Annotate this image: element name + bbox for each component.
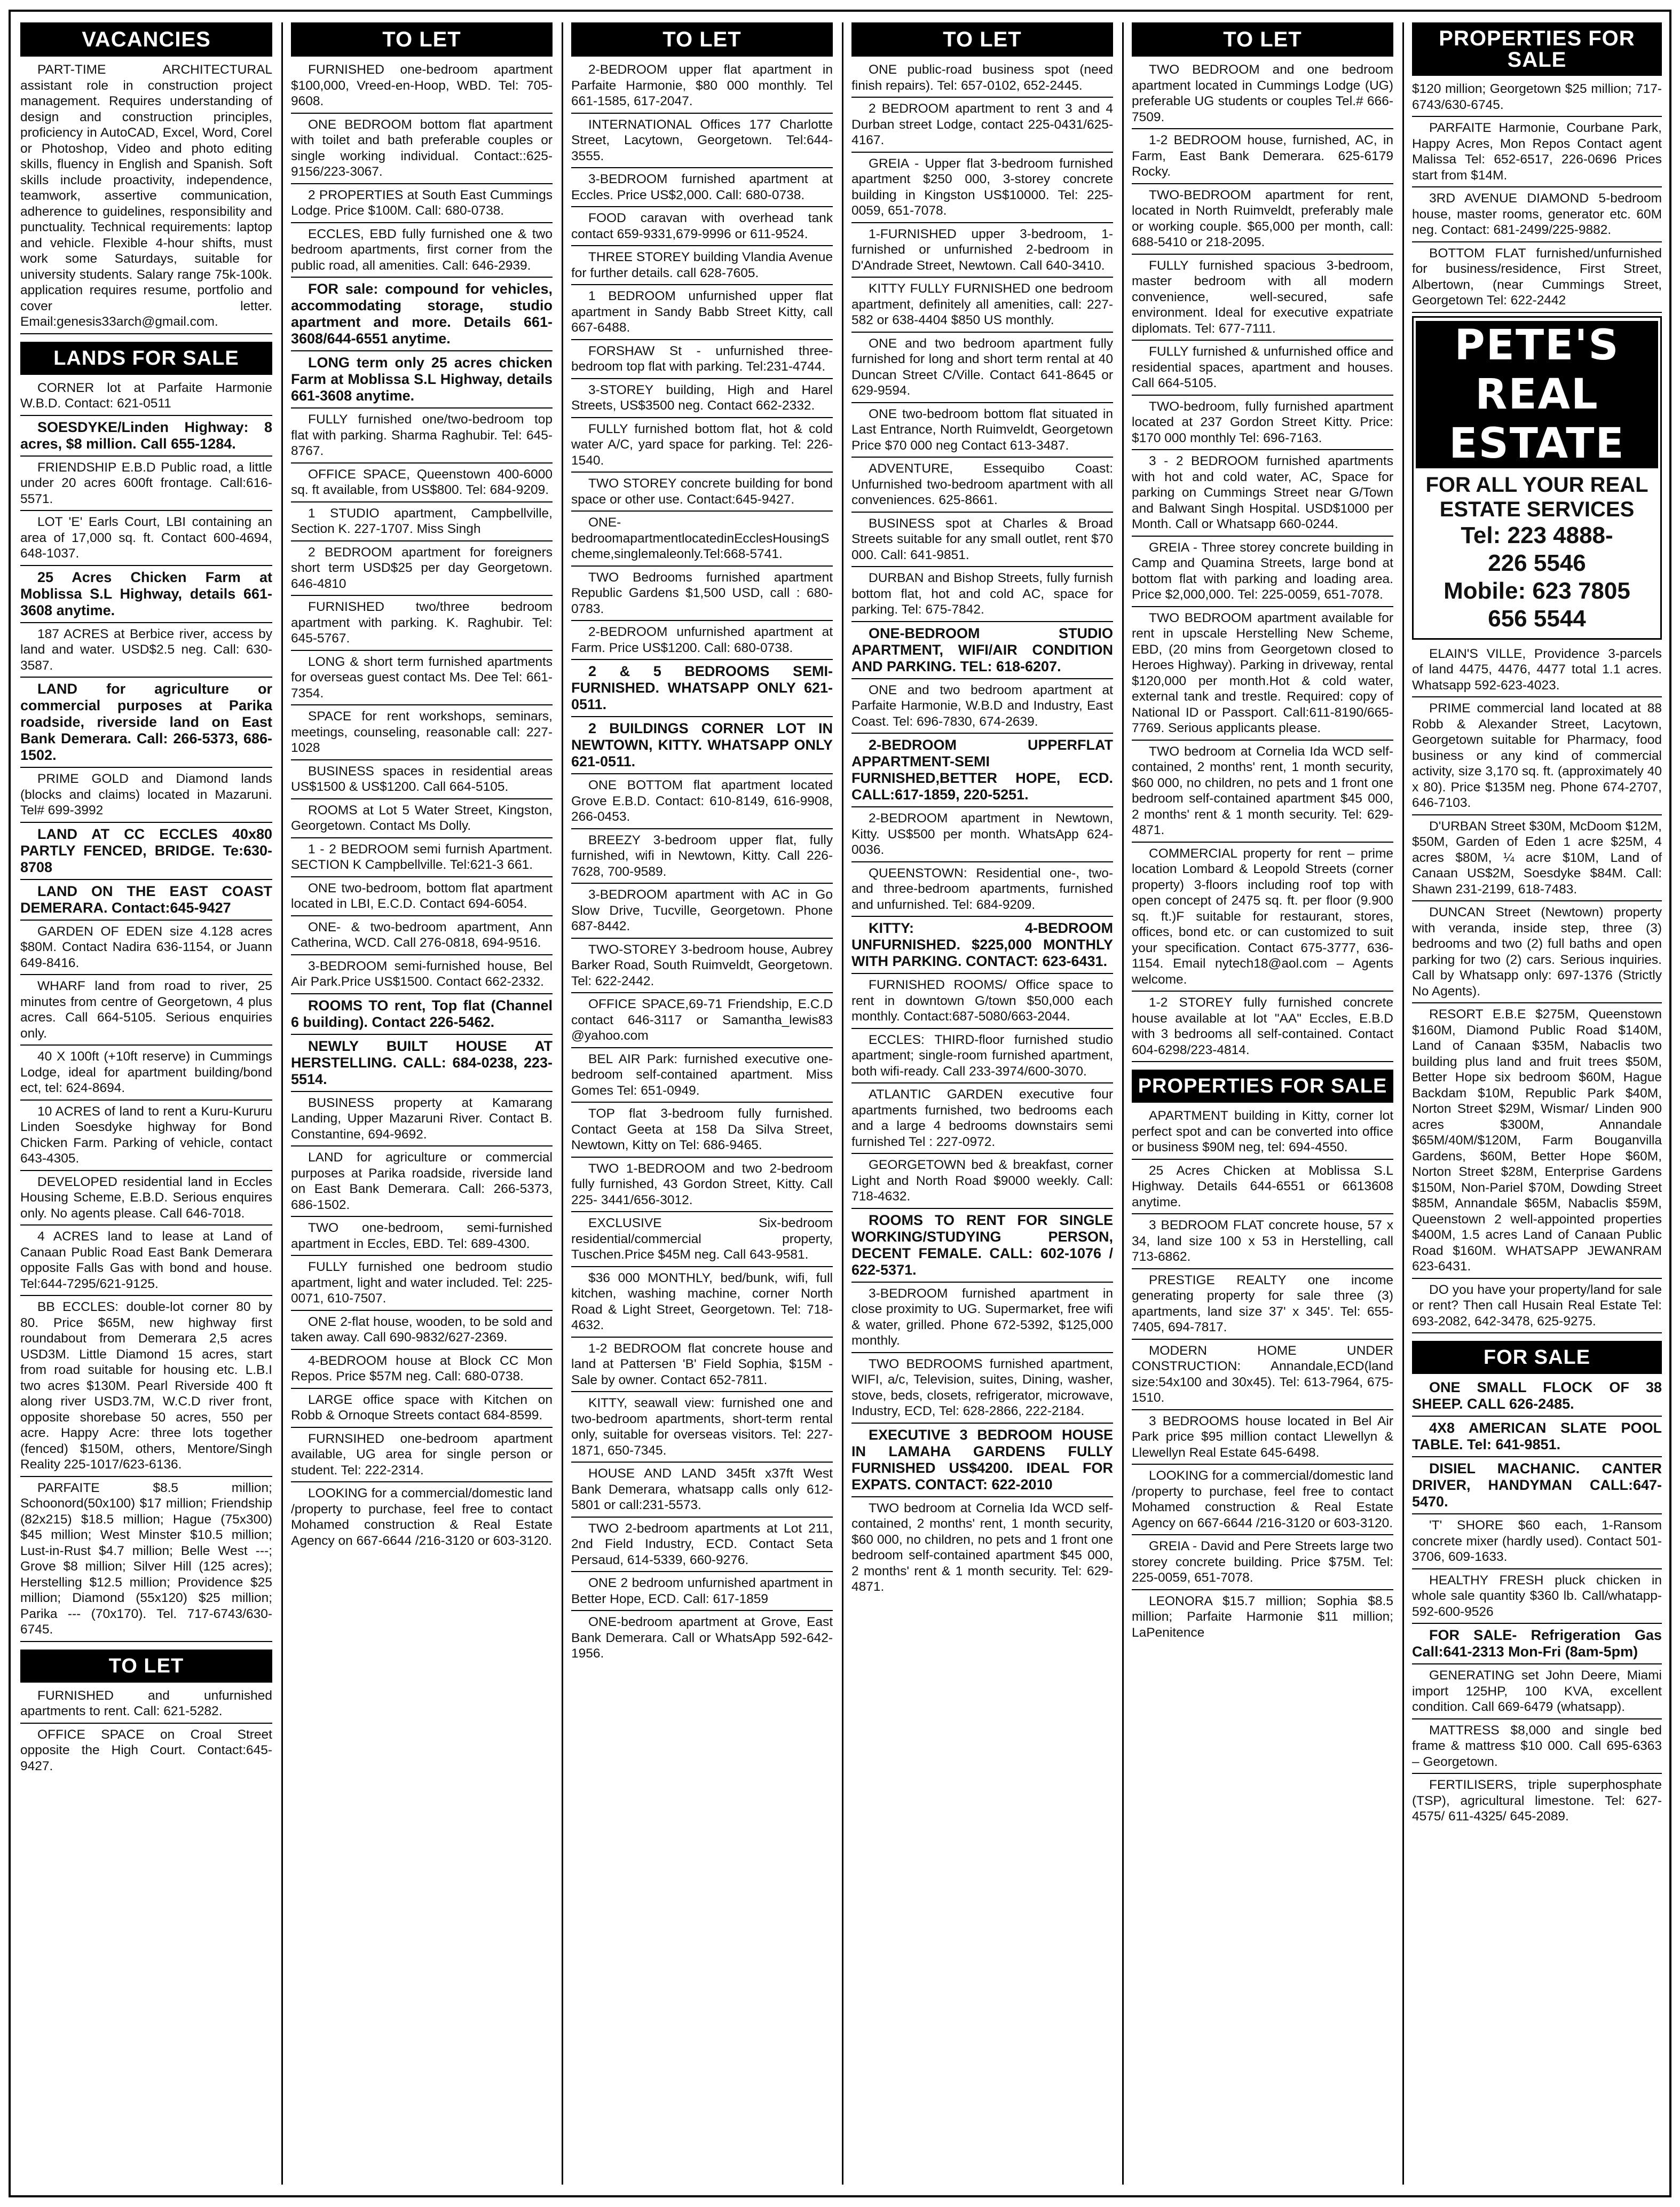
classified-ad: $36 000 MONTHLY, bed/bunk, wifi, full kitchen, washing machine, corner North Road & Light Street, Georgetown. Tel: 718-4632.	[571, 1269, 833, 1338]
logo-mobile: Mobile: 623 7805	[1444, 577, 1630, 604]
classified-ad: PRIME GOLD and Diamond lands (blocks and claims) located in Mazaruni. Tel# 699-3992	[20, 770, 272, 823]
classified-ad: BB ECCLES: double-lot corner 80 by 80. Price $65M, new highway first roundabout from Demerara 2,5 acres USD3M. Little Diamond 15 acres, start from road suitable for housing etc. L.B.I two acres $130M. Pearl Riverside 400 ft along river USD3.7M, W.C.D river front, opposite shorebase 50 acres, 550 per acre. Happy Acre: three lots together (fenced) $150M, others, Mentore/Singh Reality 225-1017/623-6136.	[20, 1298, 272, 1477]
column-2	[291, 22, 553, 2185]
classified-ad: SPACE for rent workshops, seminars, meetings, counseling, reasonable call: 227-1028	[291, 708, 553, 760]
classified-ad: TWO 2-bedroom apartments at Lot 211, 2nd Field Industry, ECD. Contact Seta Persaud, 614-5339, 660-9276.	[571, 1520, 833, 1573]
section	[20, 22, 272, 334]
classified-ad: 3 BEDROOMS house located in Bel Air Park price $95 million contact Llewellyn & Llewellyn Real Estate 645-6498.	[1132, 1412, 1393, 1465]
classified-ad: 3 - 2 BEDROOM furnished apartments with hot and cold water, AC, Space for parking on Cummings Street near G/Town and Balwant Singh Hospital. USD$1000 per Month. Call or Whatsapp 660-0244.	[1132, 452, 1393, 537]
classified-ad: BUSINESS property at Kamarang Landing, Upper Mazaruni River. Contact B. Constantine, 694-9692.	[291, 1094, 553, 1147]
section	[1412, 22, 1662, 313]
classified-ad: ECCLES, EBD fully furnished one & two bedroom apartments, first corner from the public road, all amenities. Call: 646-2939.	[291, 225, 553, 278]
column-rule	[842, 22, 843, 2185]
classified-ad: 1-2 BEDROOM house, furnished, AC, in Farm, East Bank Demerara. 625-6179 Rocky.	[1132, 131, 1393, 184]
classified-ad: TWO STOREY concrete building for bond space or other use. Contact:645-9427.	[571, 475, 833, 512]
classified-ad: COMMERCIAL property for rent – prime location Lombard & Leopold Streets (corner property) 3-floors including roof top with open concept of 2475 sq. ft. per floor (9.900 sq. ft.)F suitable for restaurant, stores, offices, bond etc. or can customized to suit your specification. Contact 675-3777, 636-1154. Email nytech18@aol.com – Agents welcome.	[1132, 845, 1393, 992]
classified-ad: KITTY FULLY FURNISHED one bedroom apartment, definitely all amenities, call: 227-582 or 638-4404 $850 US monthly.	[851, 280, 1113, 333]
classified-ad: 10 ACRES of land to rent a Kuru-Kururu Linden Soesdyke highway for Bond Chicken Farm. Parking of vehicle, contact 643-4305.	[20, 1103, 272, 1171]
classified-ad: ONE-bedroomapartmentlocatedinEcclesHousingScheme,singlemaleonly.Tel:668-5741.	[571, 514, 833, 567]
classified-ad: 3-BEDROOM apartment with AC in Go Slow Drive, Tucville, Georgetown. Phone 687-8442.	[571, 886, 833, 939]
classified-ad: 1-2 BEDROOM flat concrete house and land at Pattersen 'B' Field Sophia, $15M - Sale by owner. Contact 652-7811.	[571, 1340, 833, 1393]
classified-ad: 4 ACRES land to lease at Land of Canaan Public Road East Bank Demerara opposite Falls Gas with bond and house. Tel:644-7295/621-9125.	[20, 1228, 272, 1296]
classified-ad: PARFAITE $8.5 million; Schoonord(50x100) $17 million; Friendship (82x215) $18.5 million; Hague (75x300) $45 million; West Minster $10.5 million; Lust-in-Rust $4.7 million; Belle West ---; Grove $8 million; Silver Hill (125 acres); Herstelling $12.5 million; Providence $25 million; Diamond (55x120) $25 million; Parika --- (70x170). Tel. 717-6743/630-6745.	[20, 1479, 272, 1642]
classified-ad: 3-BEDROOM furnished apartment at Eccles. Price US$2,000. Call: 680-0738.	[571, 170, 833, 207]
classified-ad: 2 PROPERTIES at South East Cummings Lodge. Price $100M. Call: 680-0738.	[291, 186, 553, 223]
classified-ad: LAND AT CC ECCLES 40x80 PARTLY FENCED, BRIDGE. Te:630-8708	[20, 825, 272, 880]
classified-ad: APARTMENT building in Kitty, corner lot perfect spot and can be converted into office or business $90M neg, tel: 694-4550.	[1132, 1107, 1393, 1160]
classified-ad: TWO bedroom at Cornelia Ida WCD self-contained, 2 months' rent, 1 month security, $60 000, no children, no pets and 1 front one bedroom self-contained apartment $45 000, 2 months' rent & 1 month security. Tel: 629-4871.	[851, 1501, 1113, 1594]
classified-ad: EXECUTIVE 3 BEDROOM HOUSE IN LAMAHA GARDENS FULLY FURNISHED US$4200. IDEAL FOR EXPATS. CONTACT: 622-2010	[851, 1426, 1113, 1497]
logo-tagline: FOR ALL YOUR REAL ESTATE SERVICES	[1425, 473, 1649, 521]
classified-ad: BUSINESS spot at Charles & Broad Streets suitable for any small outlet, rent $70 000. Call: 641-9851.	[851, 515, 1113, 568]
classified-ad: GEORGETOWN bed & breakfast, corner Light and North Road $9000 weekly. Call: 718-4632.	[851, 1156, 1113, 1209]
section	[1412, 645, 1662, 1334]
classified-ad: LOT 'E' Earls Court, LBI containing an area of 17,000 sq. ft. Contact 600-4694, 648-1037.	[20, 513, 272, 566]
classified-ad: 1-FURNISHED upper 3-bedroom, 1-furnished or unfurnished 2-bedroom in D'Andrade Street, Newtown. Call 640-3410.	[851, 225, 1113, 278]
classified-ad: GREIA - Upper flat 3-bedroom furnished apartment $250 000, 3-storey concrete building in Kingston US$10000. Tel: 225-0059, 651-7078.	[851, 155, 1113, 223]
classified-ad: ONE two-bedroom bottom flat situated in Last Entrance, North Ruimveldt, Georgetown Price $70 000 neg Contact 613-3487.	[851, 405, 1113, 458]
classified-ad: FURNISHED ROOMS/ Office space to rent in downtown G/town $50,000 each monthly. Contact:687-5080/663-2044.	[851, 976, 1113, 1029]
classified-ad: TOP flat 3-bedroom fully furnished. Contact Geeta at 158 Da Silva Street, Newtown, Kitty on Tel: 686-9465.	[571, 1105, 833, 1158]
section-header-to-let: TO LET	[291, 22, 553, 57]
classified-ad: FORSHAW St - unfurnished three-bedroom top flat with parking. Tel:231-4744.	[571, 342, 833, 379]
classified-ad: MATTRESS $8,000 and single bed frame & mattress $10 000. Call 695-6363 – Georgetown.	[1412, 1722, 1662, 1774]
classified-ad: DISIEL MACHANIC. CANTER DRIVER, HANDYMAN CALL:647-5470.	[1412, 1459, 1662, 1514]
classified-ad: FULLY furnished one/two-bedroom top flat with parking. Sharma Raghubir. Tel: 645-8767.	[291, 411, 553, 464]
classified-ad: HEALTHY FRESH pluck chicken in whole sale quantity $360 lb. Call/whatapp- 592-600-9526	[1412, 1572, 1662, 1624]
section-header-for-sale: FOR SALE	[1412, 1341, 1662, 1374]
classified-ad: FULLY furnished spacious 3-bedroom, master bedroom with all modern convenience, well-secured, safe environment. Ideal for executive expatriate diplomats. Tel: 677-7111.	[1132, 257, 1393, 341]
section-header-vacancies: VACANCIES	[20, 22, 272, 57]
classified-ad: 25 Acres Chicken Farm at Moblissa S.L Highway, details 661-3608 anytime.	[20, 568, 272, 623]
column-rule	[281, 22, 283, 2185]
classified-ad: D'URBAN Street $30M, McDoom $12M, $50M, Garden of Eden 1 acre $25M, 4 acres $80M, ¼ acre $10M, Land of Canaan US$2M, Soesdyke $84M. Call: Shawn 231-2199, 618-7483.	[1412, 818, 1662, 902]
classified-ad: FURNISHED one-bedroom apartment $100,000, Vreed-en-Hoop, WBD. Tel: 705-9608.	[291, 61, 553, 114]
classified-ad: ROOMS TO RENT FOR SINGLE WORKING/STUDYING PERSON, DECENT FEMALE. CALL: 602-1076 / 622-5371.	[851, 1211, 1113, 1283]
classified-ad: ONE 2-flat house, wooden, to be sold and taken away. Call 690-9832/627-2369.	[291, 1313, 553, 1350]
section	[1132, 1070, 1393, 1644]
classified-ad: INTERNATIONAL Offices 177 Charlotte Street, Lacytown, Georgetown. Tel:644-3555.	[571, 116, 833, 169]
classified-ad: ROOMS at Lot 5 Water Street, Kingston, Georgetown. Contact Ms Dolly.	[291, 802, 553, 838]
classified-ad: 1-2 STOREY fully furnished concrete house available at lot "AA" Eccles, E.B.D with 3 bedrooms all self-contained. Contact 604-6298/223-4814.	[1132, 994, 1393, 1062]
classified-ad: 1 - 2 BEDROOM semi furnish Apartment. SECTION K Campbellville. Tel:621-3 661.	[291, 841, 553, 877]
classified-ad: ONE- & two-bedroom apartment, Ann Catherina, WCD. Call 276-0818, 694-9516.	[291, 918, 553, 955]
classified-ad: 2 & 5 BEDROOMS SEMI-FURNISHED. WHATSAPP ONLY 621-0511.	[571, 662, 833, 717]
classified-ad: ATLANTIC GARDEN executive four apartments furnished, two bedrooms each and a large 4 bedrooms downstairs semi furnished Tel : 227-0972.	[851, 1086, 1113, 1154]
logo-wordmark: PETE'S REAL ESTATE	[1416, 321, 1658, 468]
classified-ad: DO you have your property/land for sale or rent? Then call Husain Real Estate Tel: 693-2082, 642-3478, 625-9275.	[1412, 1281, 1662, 1334]
petes-real-estate-logo	[1412, 316, 1662, 640]
classified-ad: GARDEN OF EDEN size 4.128 acres $80M. Contact Nadira 636-1154, or Juann 649-8416.	[20, 923, 272, 976]
classified-ad: 1 BEDROOM unfurnished upper flat apartment in Sandy Babb Street Kitty, call 667-6488.	[571, 287, 833, 340]
classified-ad: FULLY furnished one bedroom studio apartment, light and water included. Tel: 225-0071, 610-7507.	[291, 1258, 553, 1311]
classified-page	[9, 10, 1671, 2197]
column-3	[571, 22, 833, 2185]
classified-ad: 2-BEDROOM apartment in Newtown, Kitty. US$500 per month. WhatsApp 624-0036.	[851, 810, 1113, 862]
classified-ad: MODERN HOME UNDER CONSTRUCTION: Annandale,ECD(land size:54x100 and 30x45). Tel: 613-7964, 675-1510.	[1132, 1342, 1393, 1410]
classified-ad: ONE SMALL FLOCK OF 38 SHEEP. CALL 626-2485.	[1412, 1378, 1662, 1417]
classified-ad: BOTTOM FLAT furnished/unfurnished for business/residence, First Street, Albertown, (near Cummings Street, Georgetown Tel: 622-2442	[1412, 245, 1662, 313]
classified-ad: FERTILISERS, triple superphosphate (TSP), agricultural limestone. Tel: 627-4575/ 611-4325/ 645-2089.	[1412, 1778, 1662, 1824]
classified-ad: FURNISHED and unfurnished apartments to rent. Call: 621-5282.	[20, 1687, 272, 1724]
classified-ad: TWO-BEDROOM apartment for rent, located in North Ruimveldt, preferably male or working couple. $65,000 per month, call: 688-5410 or 218-2095.	[1132, 186, 1393, 255]
classified-ad: ONE-bedroom apartment at Grove, East Bank Demerara. Call or WhatsApp 592-642-1956.	[571, 1615, 833, 1661]
classified-ad: ONE-BEDROOM STUDIO APARTMENT, WIFI/AIR CONDITION AND PARKING. TEL: 618-6207.	[851, 624, 1113, 679]
classified-ad: PARFAITE Harmonie, Courbane Park, Happy Acres, Mon Repos Contact agent Malissa Tel: 652-6517, 226-0696 Prices start from $14M.	[1412, 119, 1662, 187]
section	[20, 1650, 272, 1778]
classified-ad: TWO BEDROOMS furnished apartment, WIFI, a/c, Television, suites, Dining, washer, stove, beds, closets, refrigerator, microwave, Industry, ECD, Tel: 628-2866, 222-2184.	[851, 1355, 1113, 1424]
classified-ad: DEVELOPED residential land in Eccles Housing Scheme, E.B.D. Serious enquires only. No agents please. Call 646-7018.	[20, 1173, 272, 1226]
logo-mobile-2: 656 5544	[1488, 605, 1586, 632]
classified-ad: TWO BEDROOM and one bedroom apartment located in Cummings Lodge (UG) preferable UG students or couples Tel.# 666-7509.	[1132, 61, 1393, 129]
classified-ad: 2-BEDROOM upper flat apartment in Parfaite Harmonie, $80 000 monthly. Tel 661-1585, 617-2047.	[571, 61, 833, 114]
classified-ad: BUSINESS spaces in residential areas US$1500 & US$1200. Call 664-5105.	[291, 763, 553, 799]
column-rule	[562, 22, 563, 2185]
section-header-properties-for-sale: PROPERTIES FOR SALE	[1132, 1070, 1393, 1103]
classified-ad: LOOKING for a commercial/domestic land /property to purchase, feel free to contact Mohamed construction & Real Estate Agency on 667-6644 /216-3120 or 603-3120.	[1132, 1467, 1393, 1535]
classified-ad: FURNSIHED one-bedroom apartment available, UG area for single person or student. Tel: 222-2314.	[291, 1430, 553, 1483]
classified-ad: 3-BEDROOM furnished apartment in close proximity to UG. Supermarket, free wifi & water, grilled. Phone 672-5392, $125,000 monthly.	[851, 1285, 1113, 1353]
section	[20, 342, 272, 1642]
logo-tel: Tel: 223 4888-	[1461, 522, 1613, 548]
classified-ad: DURBAN and Bishop Streets, fully furnish bottom flat, hot and cold AC, space for parking. Tel: 675-7842.	[851, 569, 1113, 622]
section-header-to-let: TO LET	[1132, 22, 1393, 57]
classified-ad: GENERATING set John Deere, Miami import 125HP, 100 KVA, excellent condition. Call 669-6479 (whatsapp).	[1412, 1667, 1662, 1719]
classified-ad: ONE 2 bedroom unfurnished apartment in Better Hope, ECD. Call: 617-1859	[571, 1574, 833, 1611]
classified-ad: FOR sale: compound for vehicles, accommodating storage, studio apartment and more. Details 661-3608/644-6551 anytime.	[291, 280, 553, 351]
classified-ad: OFFICE SPACE on Croal Street opposite the High Court. Contact:645-9427.	[20, 1727, 272, 1773]
section-header-to-let: TO LET	[851, 22, 1113, 57]
classified-ad: QUEENSTOWN: Residential one-, two- and three-bedroom apartments, furnished and unfurnished. Tel: 684-9209.	[851, 865, 1113, 917]
classified-ad: OFFICE SPACE,69-71 Friendship, E.C.D contact 646-3117 or Samantha_lewis83 @yahoo.com	[571, 995, 833, 1048]
classified-ad: TWO bedroom at Cornelia Ida WCD self-contained, 2 months' rent, 1 month security, $60 000, no children, no pets and 1 front one bedroom self-contained apartment $45 000, 2 months' rent & 1 month security. Tel: 629-4871.	[1132, 743, 1393, 843]
classified-ad: EXCLUSIVE Six-bedroom residential/commercial property, Tuschen.Price $45M neg. Call 643-9581.	[571, 1214, 833, 1267]
classified-ad: FRIENDSHIP E.B.D Public road, a little under 20 acres 600ft frontage. Call:616-5571.	[20, 459, 272, 512]
classified-ad: DUNCAN Street (Newtown) property with veranda, inside step, three (3) bedrooms and two (2) full baths and open parking for two (2) cars. Serious inquiries. Call by Whatsapp only: 697-1376 (Strictly No Agents).	[1412, 904, 1662, 1003]
classified-ad: 3RD AVENUE DIAMOND 5-bedroom house, master rooms, generator etc. 60M neg. Contact: 681-2499/225-9882.	[1412, 190, 1662, 242]
classified-ad: 2 BEDROOM apartment to rent 3 and 4 Durban street Lodge, contact 225-0431/625-4167.	[851, 100, 1113, 153]
classified-ad: ADVENTURE, Essequibo Coast: Unfurnished two-bedroom apartment with all conveniences. 625-8661.	[851, 460, 1113, 513]
classified-ad: FOOD caravan with overhead tank contact 659-9331,679-9996 or 611-9524.	[571, 209, 833, 246]
classified-ad: LONG term only 25 acres chicken Farm at Moblissa S.L Highway, details 661-3608 anytime.	[291, 354, 553, 409]
classified-ad: RESORT E.B.E $275M, Queenstown $160M, Diamond Public Road $140M, Land of Canaan $35M, Nabaclis two building plus land and fruit trees $50M, Better Hope six bedroom $60M, Hague Backdam $10M, Republic Park $40M, Norton Street $29M, Wismar/ Linden 900 acres $300M, Annandale $65M/40M/$120M, Farm Bouganvilla Gardens, $60M, Better Hope $60M, Norton Street $28M, Enterprise Gardens $150M, Non-Pariel $70M, Dowding Street $85M, Annandale $65M, Nabaclis $59M, Queenstown 2 well-appointed properties $400M, 1.5 acres Land of Canaan Public Road $160M. WHATSAPP JEWANRAM 623-6431.	[1412, 1006, 1662, 1279]
classified-ad: ONE public-road business spot (need finish repairs). Tel: 657-0102, 652-2445.	[851, 61, 1113, 98]
logo-tel-2: 226 5546	[1488, 549, 1586, 576]
classified-ad: 'T' SHORE $60 each, 1-Ransom concrete mixer (hardly used). Contact 501-3706, 609-1633.	[1412, 1517, 1662, 1569]
classified-ad: ELAIN'S VILLE, Providence 3-parcels of land 4475, 4476, 4477 total 1.1 acres. Whatsapp 592-623-4023.	[1412, 645, 1662, 698]
classified-ad: OFFICE SPACE, Queenstown 400-6000 sq. ft available, from US$800. Tel: 684-9209.	[291, 466, 553, 502]
classified-ad: ECCLES: THIRD-floor furnished studio apartment; single-room furnished apartment, both wifi-ready. Call 233-3974/600-3070.	[851, 1031, 1113, 1084]
section	[1412, 1341, 1662, 1828]
classified-ad: BEL AIR Park: furnished executive one-bedroom self-contained apartment. Miss Gomes Tel: 651-0949.	[571, 1050, 833, 1103]
classified-ad: LAND ON THE EAST COAST DEMERARA. Contact:645-9427	[20, 882, 272, 921]
classified-ad: PRESTIGE REALTY one income generating property for sale three (3) apartments, land size 37' x 345'. Tel: 655-7405, 694-7817.	[1132, 1271, 1393, 1340]
classified-ad: LARGE office space with Kitchen on Robb & Ornoque Streets contact 684-8599.	[291, 1391, 553, 1428]
classified-ad: GREIA - David and Pere Streets large two storey concrete building. Price $75M. Tel: 225-0059, 651-7078.	[1132, 1537, 1393, 1590]
classified-ad: THREE STOREY building Vlandia Avenue for further details. call 628-7605.	[571, 248, 833, 285]
classified-ad: KITTY, seawall view: furnished one and two-bedroom apartments, short-term rental only, suitable for overseas visitors. Tel: 227-1871, 650-7345.	[571, 1394, 833, 1463]
classified-ad: LAND for agriculture or commercial purposes at Parika roadside, riverside land on East Bank Demerara. Call: 266-5373, 686-1502.	[20, 680, 272, 768]
section-header-to-let: TO LET	[20, 1650, 272, 1683]
classified-ad: FULLY furnished & unfurnished office and residential spaces, apartment and houses. Call 664-5105.	[1132, 343, 1393, 396]
classified-ad: LAND for agriculture or commercial purposes at Parika roadside, riverside land on East Bank Demerara. Call: 266-5373, 686-1502.	[291, 1149, 553, 1217]
classified-ad: 3-BEDROOM semi-furnished house, Bel Air Park.Price US$1500. Contact 662-2332.	[291, 957, 553, 994]
classified-ad: 40 X 100ft (+10ft reserve) in Cummings Lodge, ideal for apartment building/bond ect, tel: 624-8694.	[20, 1048, 272, 1101]
classified-ad: NEWLY BUILT HOUSE AT HERSTELLING. CALL: 684-0238, 223-5514.	[291, 1037, 553, 1092]
classified-ad: $120 million; Georgetown $25 million; 717-6743/630-6745.	[1412, 80, 1662, 117]
classified-ad: 4X8 AMERICAN SLATE POOL TABLE. Tel: 641-9851.	[1412, 1419, 1662, 1457]
classified-ad: TWO-bedroom, fully furnished apartment located at 237 Gordon Street Kitty. Price: $170 000 monthly Tel: 696-7163.	[1132, 398, 1393, 451]
classified-ad: HOUSE AND LAND 345ft x37ft West Bank Demerara, whatsapp calls only 612-5801 or call:231-5573.	[571, 1465, 833, 1518]
classified-ad: 2 BEDROOM apartment for foreigners short term USD$25 per day Georgetown. 646-4810	[291, 544, 553, 596]
classified-ad: GREIA - Three storey concrete building in Camp and Quamina Streets, large bond at bottom flat with parking and loading area. Price $2,000,000. Tel: 225-0059, 651-7078.	[1132, 539, 1393, 607]
classified-ad: 1 STUDIO apartment, Campbellville, Section K. 227-1707. Miss Singh	[291, 505, 553, 541]
classified-ad: TWO-STOREY 3-bedroom house, Aubrey Barker Road, South Ruimveldt, Georgetown. Tel: 622-2442.	[571, 941, 833, 994]
classified-ad: CORNER lot at Parfaite Harmonie W.B.D. Contact: 621-0511	[20, 379, 272, 416]
classified-ad: TWO one-bedroom, semi-furnished apartment in Eccles, EBD. Tel: 689-4300.	[291, 1219, 553, 1256]
classified-ad: 2-BEDROOM unfurnished apartment at Farm. Price US$1200. Call: 680-0738.	[571, 623, 833, 660]
classified-ad: KITTY: 4-BEDROOM UNFURNISHED. $225,000 MONTHLY WITH PARKING. CONTACT: 623-6431.	[851, 919, 1113, 974]
classified-ad: 187 ACRES at Berbice river, access by land and water. USD$2.5 neg. Call: 630-3587.	[20, 625, 272, 678]
classified-ad: TWO BEDROOM apartment available for rent in upscale Herstelling New Scheme, EBD, (20 mins from Georgetown closed to Heroes Highway). Parking in driveway, rental $120,000 per month.Hot & cold water, external tank and trestle. Required: copy of National ID or Passport. Call:611-8190/665-7769. Serious applicants please.	[1132, 609, 1393, 741]
classified-ad: FOR SALE- Refrigeration Gas Call:641-2313 Mon-Fri (8am-5pm)	[1412, 1626, 1662, 1664]
classified-ad: PART-TIME ARCHITECTURAL assistant role in construction project management. Requires understanding of design and construction principles, proficiency in AutoCAD, Excel, Word, Corel or Photoshop, Video and photo editing skills, fluency in English and Spanish. Soft skills include proactivity, independence, teamwork, assertive communication, adherence to guidelines, responsibility and punctuality. Technical requirements: laptop and vehicle. Flexible 4-hour shifts, must work some Saturdays, suitable for university students. Salary range 75k-100k. application requires resume, portfolio and cover letter. Email:genesis33arch@gmail.com.	[20, 61, 272, 334]
classified-ad: BREEZY 3-bedroom upper flat, fully furnished, wifi in Newtown, Kitty. Call 226-7628, 700-9589.	[571, 831, 833, 884]
section	[1132, 22, 1393, 1062]
column-6	[1412, 22, 1662, 2185]
classified-ad: ROOMS TO rent, Top flat (Channel 6 building). Contact 226-5462.	[291, 996, 553, 1035]
classified-ad: ONE two-bedroom, bottom flat apartment located in LBI, E.C.D. Contact 694-6054.	[291, 879, 553, 916]
classified-ad: TWO 1-BEDROOM and two 2-bedroom fully furnished, 43 Gordon Street, Kitty. Call 225- 3441/656-3012.	[571, 1160, 833, 1213]
classified-ad: 3 BEDROOM FLAT concrete house, 57 x 34, land size 100 x 53 in Herstelling, call 713-6862.	[1132, 1216, 1393, 1269]
column-5	[1132, 22, 1393, 2185]
classified-ad: LONG & short term furnished apartments for overseas guest contact Ms. Dee Tel: 661-7354.	[291, 653, 553, 706]
classified-ad: 2-BEDROOM UPPERFLAT APPARTMENT-SEMI FURNISHED,BETTER HOPE, ECD. CALL:617-1859, 220-5251.	[851, 736, 1113, 807]
classified-ad: 3-STOREY building, High and Harel Streets, US$3500 neg. Contact 662-2332.	[571, 381, 833, 418]
classified-ad: ONE BEDROOM bottom flat apartment with toilet and bath preferable couples or single working individual. Contact::625-9156/223-3067.	[291, 116, 553, 184]
classified-ad: 2 BUILDINGS CORNER LOT IN NEWTOWN, KITTY. WHATSAPP ONLY 621-0511.	[571, 719, 833, 774]
section-header-properties-for-sale: PROPERTIES FOR SALE	[1412, 22, 1662, 76]
classified-ad: 4-BEDROOM house at Block CC Mon Repos. Price $57M neg. Call: 680-0738.	[291, 1352, 553, 1389]
column-rule	[1122, 22, 1124, 2185]
section-header-to-let: TO LET	[571, 22, 833, 57]
classified-ad: SOESDYKE/Linden Highway: 8 acres, $8 million. Call 655-1284.	[20, 418, 272, 457]
column-rule	[1402, 22, 1404, 2185]
classified-ad: PRIME commercial land located at 88 Robb & Alexander Street, Lacytown, Georgetown suitable for Pharmacy, food business or any kind of commercial activity, size 3,170 sq. ft. (approximately 40 x 80). Price $135M neg. Phone 674-2707, 646-7103.	[1412, 700, 1662, 815]
classified-ad: LEONORA $15.7 million; Sophia $8.5 million; Parfaite Harmonie $11 million; LaPenitence	[1132, 1593, 1393, 1640]
column-4	[851, 22, 1113, 2185]
section-header-lands-for-sale: LANDS FOR SALE	[20, 342, 272, 375]
classified-ad: TWO Bedrooms furnished apartment Republic Gardens $1,500 USD, call : 680-0783.	[571, 569, 833, 622]
classified-ad: ONE and two bedroom apartment fully furnished for long and short term rental at 40 Duncan Street C/Ville. Contact 641-8645 or 629-9594.	[851, 335, 1113, 403]
classified-ad: ONE BOTTOM flat apartment located Grove E.B.D. Contact: 610-8149, 616-9908, 266-0453.	[571, 776, 833, 829]
classified-ad: ONE and two bedroom apartment at Parfaite Harmonie, W.B.D and Industry, East Coast. Tel: 696-7830, 674-2639.	[851, 681, 1113, 734]
column-1	[20, 22, 272, 2185]
classified-ad: 25 Acres Chicken at Moblissa S.L Highway. Details 644-6551 or 6613608 anytime.	[1132, 1162, 1393, 1215]
classified-ad: WHARF land from road to river, 25 minutes from centre of Georgetown, 4 plus acres. Call 664-5105. Serious enquiries only.	[20, 977, 272, 1046]
classified-ad: LOOKING for a commercial/domestic land /property to purchase, feel free to contact Mohamed construction & Real Estate Agency on 667-6644 /216-3120 or 603-3120.	[291, 1486, 553, 1548]
classified-ad: FURNISHED two/three bedroom apartment with parking. K. Raghubir. Tel: 645-5767.	[291, 598, 553, 651]
classified-ad: FULLY furnished bottom flat, hot & cold water A/C, yard space for parking. Tel: 226-1540.	[571, 420, 833, 473]
